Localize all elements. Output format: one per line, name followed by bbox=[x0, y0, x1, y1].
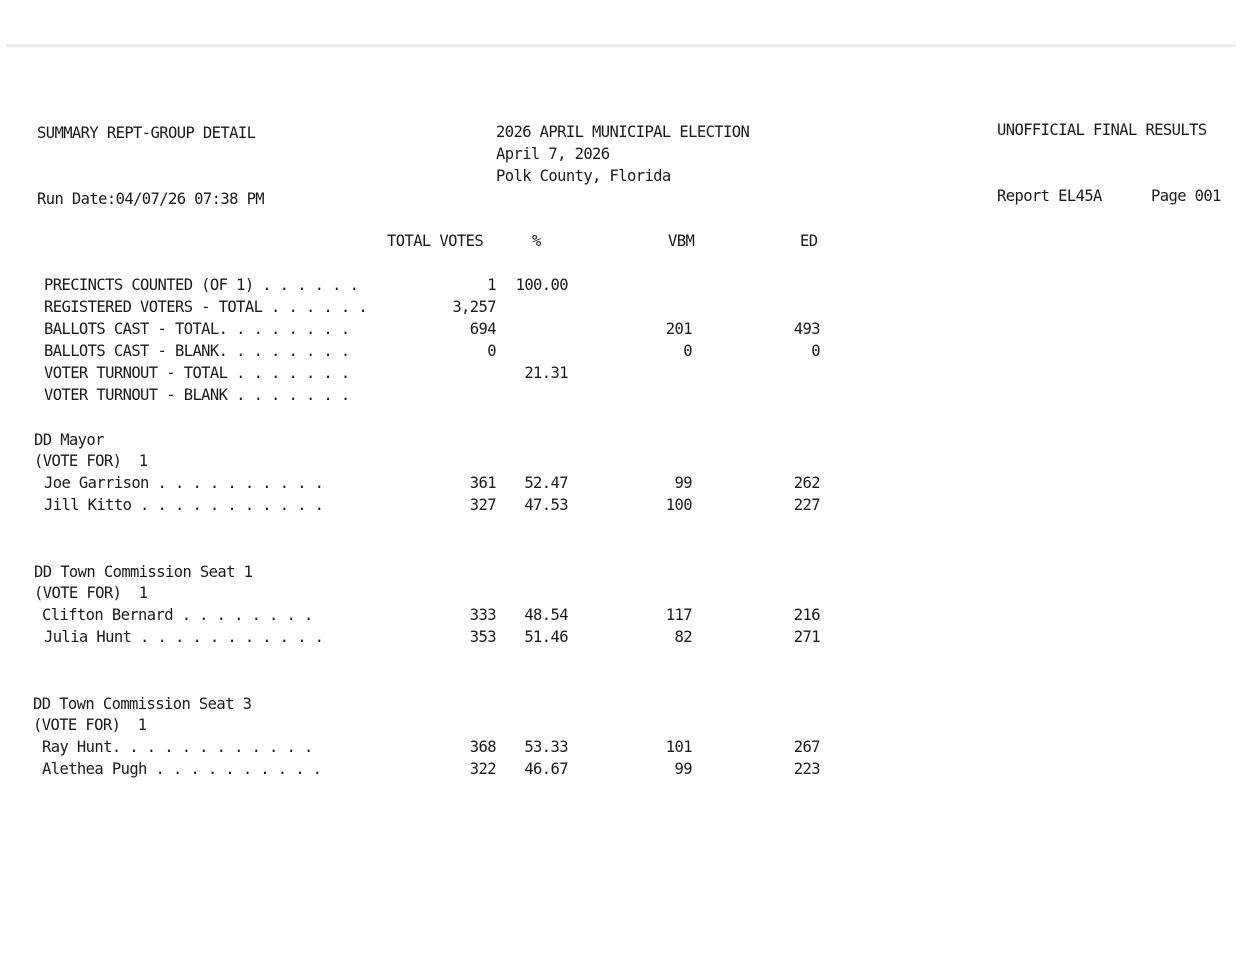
candidate-total: 368 bbox=[469, 737, 496, 757]
candidate-pct: 51.46 bbox=[524, 627, 568, 647]
col-total-votes: TOTAL VOTES bbox=[387, 231, 484, 251]
report-left-title: SUMMARY REPT-GROUP DETAIL bbox=[37, 123, 256, 143]
candidate-vbm: 99 bbox=[674, 473, 692, 493]
page-number: Page 001 bbox=[1151, 186, 1221, 206]
stats-ed: 493 bbox=[793, 319, 820, 339]
contest-vote-for: (VOTE FOR) 1 bbox=[33, 715, 147, 735]
col-vbm: VBM bbox=[668, 231, 695, 251]
stats-total: 3,257 bbox=[452, 297, 496, 317]
candidate-name: Ray Hunt. . . . . . . . . . . . bbox=[42, 737, 313, 757]
county-name: Polk County, Florida bbox=[496, 166, 671, 186]
stats-label: VOTER TURNOUT - TOTAL . . . . . . . bbox=[44, 363, 350, 383]
stats-label: BALLOTS CAST - TOTAL. . . . . . . . bbox=[44, 319, 350, 339]
candidate-name: Julia Hunt . . . . . . . . . . . bbox=[44, 627, 324, 647]
candidate-vbm: 82 bbox=[674, 627, 692, 647]
candidate-total: 353 bbox=[469, 627, 496, 647]
stats-total: 0 bbox=[487, 341, 496, 361]
stats-total: 694 bbox=[469, 319, 496, 339]
candidate-pct: 53.33 bbox=[524, 737, 568, 757]
contest-title: DD Town Commission Seat 3 bbox=[33, 694, 252, 714]
stats-label: REGISTERED VOTERS - TOTAL . . . . . . bbox=[44, 297, 368, 317]
stats-pct: 100.00 bbox=[515, 275, 568, 295]
candidate-ed: 216 bbox=[793, 605, 820, 625]
candidate-ed: 271 bbox=[793, 627, 820, 647]
candidate-ed: 223 bbox=[793, 759, 820, 779]
candidate-vbm: 117 bbox=[665, 605, 692, 625]
stats-total: 1 bbox=[487, 275, 496, 295]
candidate-pct: 47.53 bbox=[524, 495, 568, 515]
candidate-pct: 52.47 bbox=[524, 473, 568, 493]
candidate-pct: 48.54 bbox=[524, 605, 568, 625]
candidate-pct: 46.67 bbox=[524, 759, 568, 779]
election-title: 2026 APRIL MUNICIPAL ELECTION bbox=[496, 122, 750, 142]
election-date: April 7, 2026 bbox=[496, 144, 610, 164]
candidate-total: 333 bbox=[469, 605, 496, 625]
candidate-vbm: 99 bbox=[674, 759, 692, 779]
stats-vbm: 201 bbox=[665, 319, 692, 339]
scan-edge-divider bbox=[6, 44, 1236, 47]
stats-label: BALLOTS CAST - BLANK. . . . . . . . bbox=[44, 341, 350, 361]
candidate-total: 361 bbox=[469, 473, 496, 493]
candidate-ed: 227 bbox=[793, 495, 820, 515]
candidate-total: 327 bbox=[469, 495, 496, 515]
stats-pct: 21.31 bbox=[524, 363, 568, 383]
contest-title: DD Town Commission Seat 1 bbox=[34, 562, 253, 582]
stats-ed: 0 bbox=[811, 341, 820, 361]
col-ed: ED bbox=[800, 231, 818, 251]
candidate-vbm: 100 bbox=[665, 495, 692, 515]
contest-vote-for: (VOTE FOR) 1 bbox=[34, 583, 148, 603]
candidate-name: Clifton Bernard . . . . . . . . bbox=[42, 605, 313, 625]
candidate-ed: 267 bbox=[793, 737, 820, 757]
stats-vbm: 0 bbox=[683, 341, 692, 361]
candidate-vbm: 101 bbox=[665, 737, 692, 757]
results-status: UNOFFICIAL FINAL RESULTS bbox=[997, 120, 1207, 140]
contest-title: DD Mayor bbox=[34, 430, 104, 450]
stats-label: PRECINCTS COUNTED (OF 1) . . . . . . bbox=[44, 275, 359, 295]
candidate-name: Joe Garrison . . . . . . . . . . bbox=[44, 473, 324, 493]
contest-vote-for: (VOTE FOR) 1 bbox=[34, 451, 148, 471]
report-id: Report EL45A bbox=[997, 186, 1102, 206]
candidate-name: Jill Kitto . . . . . . . . . . . bbox=[44, 495, 324, 515]
candidate-total: 322 bbox=[469, 759, 496, 779]
candidate-ed: 262 bbox=[793, 473, 820, 493]
candidate-name: Alethea Pugh . . . . . . . . . . bbox=[42, 759, 322, 779]
stats-label: VOTER TURNOUT - BLANK . . . . . . . bbox=[44, 385, 350, 405]
col-percent: % bbox=[532, 231, 541, 251]
run-date: Run Date:04/07/26 07:38 PM bbox=[37, 189, 265, 209]
